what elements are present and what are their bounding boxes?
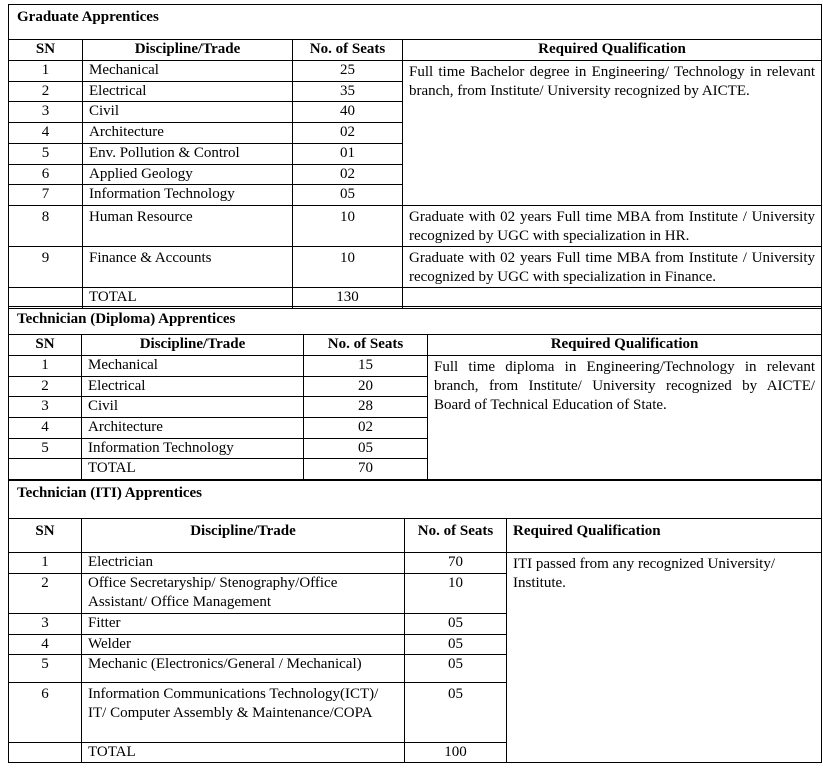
seats-cell: 05 xyxy=(405,683,507,743)
sn-cell: 3 xyxy=(9,102,83,123)
sn-cell: 6 xyxy=(9,683,82,743)
seats-cell: 40 xyxy=(293,102,403,123)
header-seats: No. of Seats xyxy=(304,335,428,356)
discipline-cell: Applied Geology xyxy=(83,165,293,185)
header-discipline: Discipline/Trade xyxy=(83,40,293,61)
sn-cell: 5 xyxy=(9,439,82,459)
graduate-apprentices-table xyxy=(8,4,822,309)
seats-cell: 05 xyxy=(405,614,507,635)
graduate-section-title: Graduate Apprentices xyxy=(9,5,822,40)
qualification-cell: ITI passed from any recognized University/ Institute. xyxy=(507,553,822,763)
seats-cell: 02 xyxy=(304,418,428,439)
discipline-cell: Civil xyxy=(83,102,293,123)
seats-cell: 10 xyxy=(293,247,403,288)
discipline-cell: Welder xyxy=(82,635,405,655)
total-label: TOTAL xyxy=(83,288,293,309)
seats-cell: 05 xyxy=(293,185,403,206)
header-qualification: Required Qualification xyxy=(403,40,822,61)
seats-cell: 20 xyxy=(304,377,428,397)
qualification-cell: Full time Bachelor degree in Engineering/ Technology in relevant branch, from Institute/ University recognized by AICTE. xyxy=(403,61,822,206)
discipline-cell: Architecture xyxy=(82,418,304,439)
seats-cell: 05 xyxy=(304,439,428,459)
discipline-cell: Finance & Accounts xyxy=(83,247,293,288)
discipline-cell: Mechanic (Electronics/General / Mechanical) xyxy=(82,655,405,683)
qualification-cell-finance: Graduate with 02 years Full time MBA from Institute / University recognized by UGC with specialization in Finance. xyxy=(403,247,822,288)
table-row xyxy=(9,247,822,288)
discipline-cell: Architecture xyxy=(83,123,293,144)
sn-cell: 3 xyxy=(9,614,82,635)
seats-cell: 10 xyxy=(293,206,403,247)
header-sn: SN xyxy=(9,519,82,553)
discipline-cell: Human Resource xyxy=(83,206,293,247)
total-seats: 130 xyxy=(293,288,403,309)
seats-cell: 28 xyxy=(304,397,428,418)
discipline-cell: Env. Pollution & Control xyxy=(83,144,293,165)
sn-cell: 5 xyxy=(9,144,83,165)
table-row xyxy=(9,206,822,247)
discipline-cell: Civil xyxy=(82,397,304,418)
header-discipline: Discipline/Trade xyxy=(82,335,304,356)
discipline-cell: Electrician xyxy=(82,553,405,574)
header-sn: SN xyxy=(9,40,83,61)
table-row xyxy=(9,553,822,574)
seats-cell: 05 xyxy=(405,635,507,655)
sn-cell: 4 xyxy=(9,635,82,655)
sn-cell: 3 xyxy=(9,397,82,418)
sn-cell: 6 xyxy=(9,165,83,185)
discipline-cell: Fitter xyxy=(82,614,405,635)
sn-cell: 7 xyxy=(9,185,83,206)
seats-cell: 01 xyxy=(293,144,403,165)
discipline-cell: Information Technology xyxy=(82,439,304,459)
header-sn: SN xyxy=(9,335,82,356)
sn-cell: 1 xyxy=(9,61,83,82)
header-seats: No. of Seats xyxy=(405,519,507,553)
header-qualification: Required Qualification xyxy=(428,335,822,356)
discipline-cell: Mechanical xyxy=(83,61,293,82)
header-seats: No. of Seats xyxy=(293,40,403,61)
diploma-apprentices-table xyxy=(8,306,822,480)
sn-cell: 2 xyxy=(9,82,83,102)
table-row xyxy=(9,61,822,82)
diploma-section-title: Technician (Diploma) Apprentices xyxy=(9,307,822,335)
sn-cell: 2 xyxy=(9,377,82,397)
discipline-cell: Electrical xyxy=(82,377,304,397)
sn-cell: 1 xyxy=(9,356,82,377)
table-row xyxy=(9,356,822,377)
discipline-cell: Information Technology xyxy=(83,185,293,206)
qualification-cell: Full time diploma in Engineering/Technology in relevant branch, from Institute/ University recognized by AICTE/ Board of Technical Education of State. xyxy=(428,356,822,480)
iti-apprentices-table xyxy=(8,480,822,763)
total-label: TOTAL xyxy=(82,743,405,763)
seats-cell: 70 xyxy=(405,553,507,574)
seats-cell: 35 xyxy=(293,82,403,102)
sn-cell: 4 xyxy=(9,418,82,439)
total-seats: 100 xyxy=(405,743,507,763)
sn-cell: 5 xyxy=(9,655,82,683)
iti-section-title: Technician (ITI) Apprentices xyxy=(9,481,822,519)
discipline-cell: Electrical xyxy=(83,82,293,102)
seats-cell: 15 xyxy=(304,356,428,377)
sn-cell: 4 xyxy=(9,123,83,144)
discipline-cell: Information Communications Technology(ICT)/ IT/ Computer Assembly & Maintenance/COPA xyxy=(82,683,405,743)
sn-cell: 9 xyxy=(9,247,83,288)
qualification-cell-hr: Graduate with 02 years Full time MBA from Institute / University recognized by UGC with specialization in HR. xyxy=(403,206,822,247)
seats-cell: 25 xyxy=(293,61,403,82)
header-qualification: Required Qualification xyxy=(507,519,822,553)
sn-cell: 8 xyxy=(9,206,83,247)
seats-cell: 05 xyxy=(405,655,507,683)
discipline-cell: Mechanical xyxy=(82,356,304,377)
seats-cell: 02 xyxy=(293,123,403,144)
header-discipline: Discipline/Trade xyxy=(82,519,405,553)
total-label: TOTAL xyxy=(82,459,304,480)
sn-cell: 1 xyxy=(9,553,82,574)
seats-cell: 10 xyxy=(405,574,507,614)
discipline-cell: Office Secretaryship/ Stenography/Office Assistant/ Office Management xyxy=(82,574,405,614)
total-seats: 70 xyxy=(304,459,428,480)
sn-cell: 2 xyxy=(9,574,82,614)
seats-cell: 02 xyxy=(293,165,403,185)
